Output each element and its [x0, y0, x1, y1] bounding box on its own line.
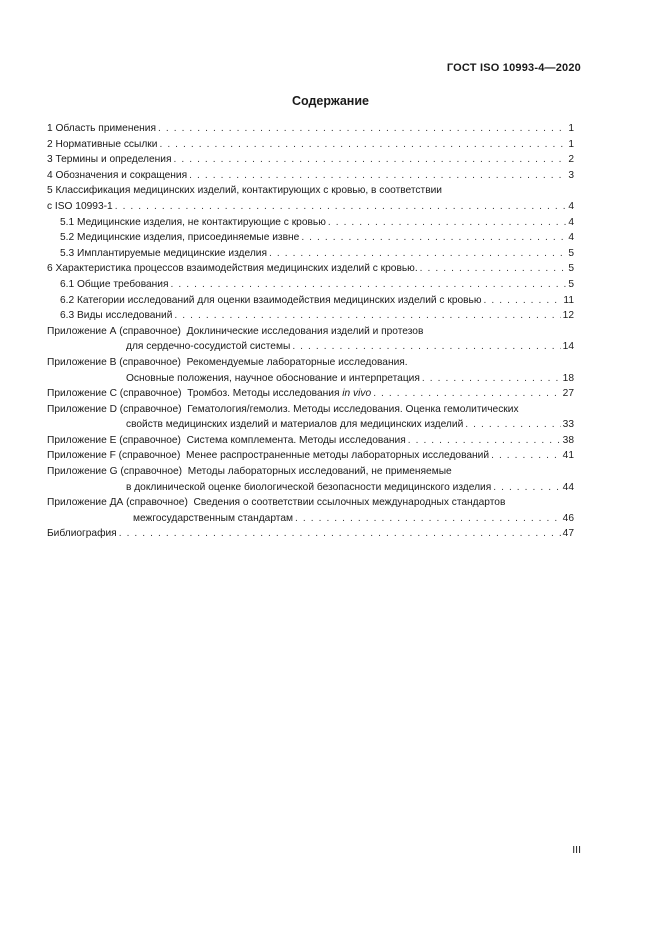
- dot-leader: [174, 308, 560, 324]
- toc-entry-page: 5: [568, 278, 574, 290]
- dot-leader: [292, 339, 560, 355]
- appendix-entry[interactable]: [47, 511, 574, 527]
- appendix-prefix: Приложение В (справочное): [47, 356, 181, 368]
- appendix-page: 46: [562, 512, 574, 524]
- appendix-title: [47, 448, 489, 464]
- toc-entry[interactable]: [47, 168, 574, 184]
- appendix-prefix: Приложение G (справочное): [47, 466, 183, 478]
- toc-entry-label: с ISO 10993-1: [47, 200, 113, 212]
- toc-entry[interactable]: [47, 261, 574, 277]
- appendix-prefix: Приложение ДА (справочное): [47, 497, 188, 509]
- appendix-prefix: Приложение D (справочное): [47, 403, 182, 415]
- appendix-prefix: Приложение А (справочное): [47, 325, 181, 337]
- toc-entry-label: 6.3 Виды исследований: [60, 310, 173, 322]
- toc-subentry[interactable]: [47, 308, 574, 324]
- appendix-entry[interactable]: [47, 386, 574, 402]
- appendix-prefix: Приложение Е (справочное): [47, 434, 181, 446]
- dot-leader: [301, 230, 566, 246]
- dot-leader: [158, 121, 566, 137]
- appendix-title-text: Тромбоз. Методы исследования: [187, 388, 343, 400]
- appendix-entry-line1[interactable]: [47, 402, 574, 418]
- toc-entry[interactable]: [47, 121, 574, 137]
- appendix-prefix: Приложение С (справочное): [47, 388, 182, 400]
- appendix-page: 44: [562, 481, 574, 493]
- appendix-title: [47, 386, 371, 402]
- bibliography-label: Библиография: [47, 528, 117, 540]
- dot-leader: [493, 480, 560, 496]
- appendix-entry[interactable]: [47, 339, 574, 355]
- dot-leader: [328, 215, 566, 231]
- toc-subentry[interactable]: [47, 277, 574, 293]
- toc-entry-label: 3 Термины и определения: [47, 154, 172, 166]
- dot-leader: [159, 137, 566, 153]
- toc-entry[interactable]: [47, 152, 574, 168]
- toc-entry-page: 1: [568, 123, 574, 134]
- dot-leader: [189, 168, 566, 184]
- appendix-title: Методы лабораторных исследований, не применяемые: [187, 466, 452, 478]
- appendix-entry-line1[interactable]: [47, 324, 574, 340]
- dot-leader: [119, 526, 561, 542]
- appendix-title: Гематология/гемолиз. Методы исследования. Оценка гемолитических: [187, 403, 519, 415]
- toc-entry-page: 4: [568, 200, 574, 212]
- bibliography-entry[interactable]: [47, 526, 574, 542]
- appendix-entry-line1[interactable]: [47, 464, 574, 480]
- appendix-title: Доклинические исследования изделий и протезов: [186, 325, 424, 337]
- toc-entry-page: 3: [568, 169, 574, 181]
- toc-entry[interactable]: [47, 199, 574, 215]
- toc-entry-label: 5.3 Имплантируемые медицинские изделия: [60, 247, 267, 259]
- appendix-title: [47, 433, 406, 449]
- appendix-entry[interactable]: [47, 371, 574, 387]
- toc-subentry[interactable]: [47, 230, 574, 246]
- appendix-page: 18: [562, 372, 574, 384]
- toc-entry-page: 5: [568, 247, 574, 259]
- appendix-title-line2: в доклинической оценке биологической безопасности медицинского изделия: [126, 481, 492, 493]
- appendix-entry-line1[interactable]: [47, 495, 574, 511]
- bibliography-page: 47: [562, 528, 574, 540]
- appendix-title: Сведения о соответствии ссылочных международных стандартов: [193, 497, 506, 509]
- appendix-title-text: Система комплемента. Методы исследования: [186, 434, 406, 446]
- toc-entry-label: 6.1 Общие требования: [60, 278, 169, 290]
- appendix-title-line2: для сердечно-сосудистой системы: [126, 341, 291, 353]
- dot-leader: [295, 511, 561, 527]
- dot-leader: [408, 433, 561, 449]
- toc-subentry[interactable]: [47, 215, 574, 231]
- appendix-page: 41: [562, 450, 574, 462]
- appendix-title-italic: in vivo: [342, 388, 372, 400]
- toc-entry[interactable]: [47, 137, 574, 153]
- toc-subentry[interactable]: [47, 246, 574, 262]
- appendix-page: 33: [562, 419, 574, 431]
- appendix-entry[interactable]: [47, 480, 574, 496]
- appendix-title: Рекомендуемые лабораторные исследования.: [186, 356, 408, 368]
- appendix-title-line2: межгосударственным стандартам: [133, 512, 293, 524]
- dot-leader: [484, 293, 562, 309]
- toc-entry-page: 1: [568, 138, 574, 150]
- toc-entry-label: 1 Область применения: [47, 123, 156, 134]
- dot-leader: [420, 261, 567, 277]
- appendix-title-text: Менее распространенные методы лабораторных исследований: [186, 450, 490, 462]
- toc-entry-page: 2: [568, 154, 574, 166]
- appendix-page: 14: [562, 341, 574, 353]
- dot-leader: [115, 199, 567, 215]
- dot-leader: [465, 417, 560, 433]
- appendix-page: 38: [562, 434, 574, 446]
- toc-entry-label: 6.2 Категории исследований для оценки взаимодействия медицинских изделий с кровью: [60, 294, 482, 306]
- appendix-title-line2: Основные положения, научное обоснование и интерпретация: [126, 372, 420, 384]
- dot-leader: [269, 246, 566, 262]
- toc-subentry[interactable]: [47, 293, 574, 309]
- toc-entry-page: 11: [563, 294, 574, 306]
- appendix-entry[interactable]: [47, 433, 574, 449]
- toc-entry-label: 4 Обозначения и сокращения: [47, 169, 188, 181]
- dot-leader: [171, 277, 567, 293]
- table-of-contents: [47, 121, 574, 542]
- toc-entry-label: 2 Нормативные ссылки: [47, 138, 158, 150]
- dot-leader: [173, 152, 566, 168]
- appendix-entry[interactable]: [47, 417, 574, 433]
- appendix-entry-line1[interactable]: [47, 355, 574, 371]
- page-number: III: [572, 844, 581, 856]
- toc-entry-label: 5.2 Медицинские изделия, присоединяемые извне: [60, 232, 300, 244]
- dot-leader: [422, 371, 561, 387]
- appendix-title-line2: свойств медицинских изделий и материалов для медицинских изделий: [126, 419, 464, 431]
- toc-title: Содержание: [291, 94, 369, 108]
- appendix-prefix: Приложение F (справочное): [47, 450, 181, 462]
- toc-entry-page: 4: [568, 232, 574, 244]
- dot-leader: [491, 448, 561, 464]
- appendix-entry[interactable]: [47, 448, 574, 464]
- toc-entry-page: 12: [562, 310, 574, 322]
- toc-entry-label: 5.1 Медицинские изделия, не контактирующие с кровью: [60, 216, 326, 228]
- toc-entry-label-line1: 5 Классификация медицинских изделий, контактирующих с кровью, в соответствии: [47, 185, 442, 197]
- appendix-page: 27: [562, 388, 574, 400]
- document-code: ГОСТ ISO 10993-4—2020: [446, 62, 581, 74]
- dot-leader: [373, 386, 560, 402]
- toc-entry-label: 6 Характеристика процессов взаимодействия медицинских изделий с кровью.: [47, 263, 418, 275]
- toc-entry-page: 4: [568, 216, 574, 228]
- toc-entry-page: 5: [568, 263, 574, 275]
